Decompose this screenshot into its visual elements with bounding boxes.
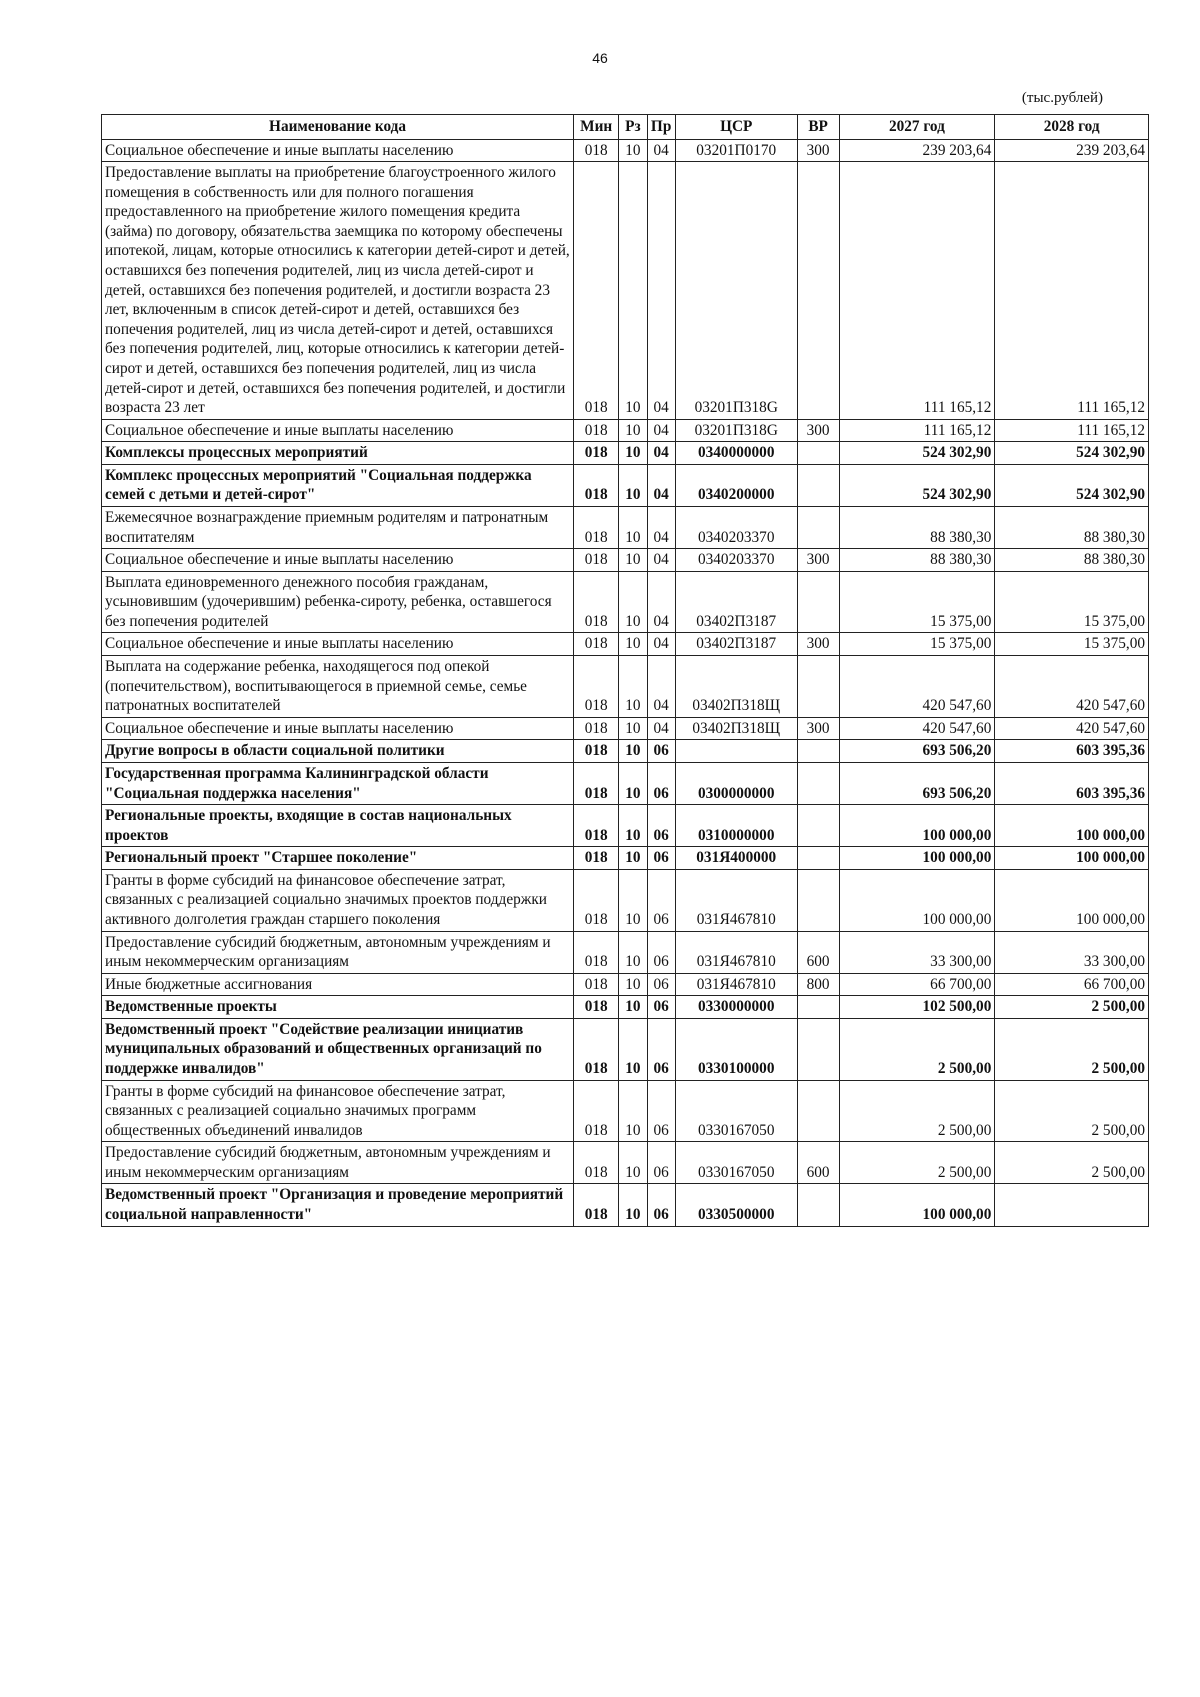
cell-2028: 603 395,36 — [995, 740, 1149, 763]
cell-2028: 88 380,30 — [995, 549, 1149, 572]
cell-2027: 15 375,00 — [839, 571, 995, 633]
cell-name: Ведомственный проект "Организация и проведение мероприятий социальной направленности" — [102, 1184, 574, 1226]
cell-csr: 031Я467810 — [675, 869, 797, 931]
cell-name: Комплекс процессных мероприятий "Социальная поддержка семей с детьми и детей-сирот" — [102, 464, 574, 506]
cell-2028: 239 203,64 — [995, 139, 1149, 162]
cell-min: 018 — [574, 633, 619, 656]
cell-pr: 04 — [647, 633, 675, 656]
cell-vr: 300 — [797, 717, 839, 740]
header-name: Наименование кода — [102, 115, 574, 140]
cell-rz: 10 — [619, 847, 647, 870]
cell-pr: 04 — [647, 162, 675, 420]
cell-pr: 06 — [647, 847, 675, 870]
cell-min: 018 — [574, 506, 619, 548]
cell-name: Государственная программа Калининградской области "Социальная поддержка населения" — [102, 762, 574, 804]
cell-pr: 04 — [647, 419, 675, 442]
table-row — [102, 805, 1149, 847]
cell-rz: 10 — [619, 139, 647, 162]
cell-vr — [797, 442, 839, 465]
cell-rz: 10 — [619, 633, 647, 656]
header-rz: Рз — [619, 115, 647, 140]
cell-vr — [797, 464, 839, 506]
cell-min: 018 — [574, 1018, 619, 1080]
table-row — [102, 419, 1149, 442]
cell-2028: 2 500,00 — [995, 1018, 1149, 1080]
cell-2027: 88 380,30 — [839, 549, 995, 572]
cell-2028: 15 375,00 — [995, 633, 1149, 656]
cell-csr: 0340203370 — [675, 506, 797, 548]
cell-min: 018 — [574, 847, 619, 870]
cell-csr: 03201П318G — [675, 162, 797, 420]
cell-pr: 06 — [647, 869, 675, 931]
cell-name: Другие вопросы в области социальной политики — [102, 740, 574, 763]
cell-rz: 10 — [619, 717, 647, 740]
cell-min: 018 — [574, 1184, 619, 1226]
cell-2027: 239 203,64 — [839, 139, 995, 162]
cell-rz: 10 — [619, 571, 647, 633]
units-note: (тыс.рублей) — [1021, 90, 1103, 106]
cell-csr: 03402П318Щ — [675, 717, 797, 740]
cell-name: Предоставление субсидий бюджетным, автономным учреждениям и иным некоммерческим организациям — [102, 931, 574, 973]
table-row — [102, 464, 1149, 506]
cell-vr — [797, 805, 839, 847]
page-number: 46 — [592, 50, 608, 66]
cell-rz: 10 — [619, 419, 647, 442]
cell-csr: 031Я400000 — [675, 847, 797, 870]
cell-pr: 06 — [647, 1184, 675, 1226]
cell-2027: 33 300,00 — [839, 931, 995, 973]
cell-csr: 03201П0170 — [675, 139, 797, 162]
cell-2027: 100 000,00 — [839, 869, 995, 931]
cell-rz: 10 — [619, 1184, 647, 1226]
cell-name: Социальное обеспечение и иные выплаты населению — [102, 419, 574, 442]
cell-min: 018 — [574, 996, 619, 1019]
table-row — [102, 740, 1149, 763]
header-pr: Пр — [647, 115, 675, 140]
cell-rz: 10 — [619, 506, 647, 548]
cell-pr: 06 — [647, 996, 675, 1019]
cell-name: Региональные проекты, входящие в состав национальных проектов — [102, 805, 574, 847]
cell-name: Ведомственный проект "Содействие реализации инициатив муниципальных образований и общественных организаций по поддержке инвалидов" — [102, 1018, 574, 1080]
cell-csr: 0310000000 — [675, 805, 797, 847]
table-row — [102, 442, 1149, 465]
cell-rz: 10 — [619, 656, 647, 718]
cell-pr: 06 — [647, 931, 675, 973]
cell-min: 018 — [574, 549, 619, 572]
cell-vr — [797, 571, 839, 633]
cell-name: Комплексы процессных мероприятий — [102, 442, 574, 465]
cell-rz: 10 — [619, 464, 647, 506]
cell-vr — [797, 506, 839, 548]
cell-min: 018 — [574, 740, 619, 763]
cell-rz: 10 — [619, 931, 647, 973]
cell-name: Ведомственные проекты — [102, 996, 574, 1019]
table-row — [102, 139, 1149, 162]
cell-name: Предоставление выплаты на приобретение благоустроенного жилого помещения в собственность или для полного погашения предоставленного на приобретение жилого помещения кредита (займа) по договору, обязательства заемщика по которому обеспечены ипотекой, лицам, которые относились к категории детей-сирот и детей, оставшихся без попечения родителей, лиц из числа детей-сирот и детей, оставшихся без попечения родителей, и достигли возраста 23 лет, включенным в список детей-сирот и детей, оставшихся без попечения родителей, лиц из числа детей-сирот и детей, оставшихся без попечения родителей, лиц, которые относились к категории детей-сирот и детей, оставшихся без попечения родителей, лиц из числа детей-сирот и детей, оставшихся без попечения родителей, и достигли возраста 23 лет — [102, 162, 574, 420]
cell-vr: 600 — [797, 931, 839, 973]
cell-min: 018 — [574, 139, 619, 162]
cell-name: Гранты в форме субсидий на финансовое обеспечение затрат, связанных с реализацией социально значимых проектов поддержки активного долголетия граждан старшего поколения — [102, 869, 574, 931]
cell-min: 018 — [574, 162, 619, 420]
table-row — [102, 633, 1149, 656]
cell-rz: 10 — [619, 1080, 647, 1142]
cell-2027: 102 500,00 — [839, 996, 995, 1019]
cell-2027: 524 302,90 — [839, 442, 995, 465]
cell-pr: 04 — [647, 549, 675, 572]
cell-min: 018 — [574, 1080, 619, 1142]
cell-pr: 04 — [647, 139, 675, 162]
cell-csr: 0330000000 — [675, 996, 797, 1019]
cell-name: Социальное обеспечение и иные выплаты населению — [102, 633, 574, 656]
cell-rz: 10 — [619, 1142, 647, 1184]
cell-2027: 111 165,12 — [839, 162, 995, 420]
table-row — [102, 1080, 1149, 1142]
cell-vr — [797, 1184, 839, 1226]
cell-vr — [797, 162, 839, 420]
table-row — [102, 1018, 1149, 1080]
cell-vr — [797, 1080, 839, 1142]
cell-name: Гранты в форме субсидий на финансовое обеспечение затрат, связанных с реализацией социально значимых программ общественных объединений инвалидов — [102, 1080, 574, 1142]
cell-2028: 100 000,00 — [995, 805, 1149, 847]
cell-name: Иные бюджетные ассигнования — [102, 973, 574, 996]
table-row — [102, 162, 1149, 420]
cell-2028: 2 500,00 — [995, 1142, 1149, 1184]
cell-rz: 10 — [619, 762, 647, 804]
cell-min: 018 — [574, 931, 619, 973]
cell-vr: 300 — [797, 419, 839, 442]
cell-vr — [797, 740, 839, 763]
header-min: Мин — [574, 115, 619, 140]
cell-2028: 420 547,60 — [995, 717, 1149, 740]
cell-pr: 04 — [647, 717, 675, 740]
cell-name: Социальное обеспечение и иные выплаты населению — [102, 549, 574, 572]
cell-rz: 10 — [619, 805, 647, 847]
cell-rz: 10 — [619, 1018, 647, 1080]
cell-2027: 2 500,00 — [839, 1080, 995, 1142]
cell-csr: 0330100000 — [675, 1018, 797, 1080]
cell-name: Предоставление субсидий бюджетным, автономным учреждениям и иным некоммерческим организациям — [102, 1142, 574, 1184]
table-row — [102, 656, 1149, 718]
cell-min: 018 — [574, 419, 619, 442]
table-body — [102, 139, 1149, 1226]
cell-vr: 300 — [797, 139, 839, 162]
header-vr: ВР — [797, 115, 839, 140]
budget-table — [101, 114, 1149, 1227]
cell-name: Социальное обеспечение и иные выплаты населению — [102, 717, 574, 740]
table-row — [102, 847, 1149, 870]
cell-2027: 420 547,60 — [839, 656, 995, 718]
cell-csr: 0340000000 — [675, 442, 797, 465]
cell-rz: 10 — [619, 973, 647, 996]
cell-rz: 10 — [619, 162, 647, 420]
table-row — [102, 717, 1149, 740]
cell-2027: 693 506,20 — [839, 740, 995, 763]
cell-2028: 111 165,12 — [995, 162, 1149, 420]
table-row — [102, 869, 1149, 931]
cell-csr — [675, 740, 797, 763]
cell-vr — [797, 996, 839, 1019]
cell-2027: 100 000,00 — [839, 1184, 995, 1226]
table-header-row — [102, 115, 1149, 140]
cell-pr: 06 — [647, 805, 675, 847]
cell-vr: 600 — [797, 1142, 839, 1184]
cell-2028: 603 395,36 — [995, 762, 1149, 804]
cell-2027: 88 380,30 — [839, 506, 995, 548]
cell-vr: 300 — [797, 549, 839, 572]
cell-rz: 10 — [619, 442, 647, 465]
cell-2027: 66 700,00 — [839, 973, 995, 996]
cell-rz: 10 — [619, 549, 647, 572]
cell-name: Выплата единовременного денежного пособия гражданам, усыновившим (удочерившим) ребенка-сироту, ребенка, оставшегося без попечения родителей — [102, 571, 574, 633]
cell-pr: 04 — [647, 506, 675, 548]
cell-pr: 06 — [647, 1142, 675, 1184]
table-row — [102, 506, 1149, 548]
cell-csr: 0340200000 — [675, 464, 797, 506]
cell-min: 018 — [574, 762, 619, 804]
cell-min: 018 — [574, 442, 619, 465]
cell-min: 018 — [574, 1142, 619, 1184]
cell-2028: 2 500,00 — [995, 996, 1149, 1019]
cell-pr: 06 — [647, 973, 675, 996]
cell-vr: 800 — [797, 973, 839, 996]
cell-min: 018 — [574, 571, 619, 633]
cell-csr: 031Я467810 — [675, 973, 797, 996]
table-row — [102, 973, 1149, 996]
cell-rz: 10 — [619, 996, 647, 1019]
cell-2028: 524 302,90 — [995, 442, 1149, 465]
cell-csr: 03402П318Щ — [675, 656, 797, 718]
table-row — [102, 1142, 1149, 1184]
cell-2028: 524 302,90 — [995, 464, 1149, 506]
cell-min: 018 — [574, 656, 619, 718]
cell-min: 018 — [574, 464, 619, 506]
cell-2027: 15 375,00 — [839, 633, 995, 656]
cell-pr: 04 — [647, 442, 675, 465]
cell-2027: 2 500,00 — [839, 1018, 995, 1080]
table-row — [102, 1184, 1149, 1226]
cell-pr: 04 — [647, 464, 675, 506]
cell-rz: 10 — [619, 740, 647, 763]
cell-pr: 06 — [647, 740, 675, 763]
cell-2027: 524 302,90 — [839, 464, 995, 506]
cell-2027: 100 000,00 — [839, 805, 995, 847]
cell-min: 018 — [574, 717, 619, 740]
cell-2028: 33 300,00 — [995, 931, 1149, 973]
cell-2028: 88 380,30 — [995, 506, 1149, 548]
cell-csr: 0340203370 — [675, 549, 797, 572]
cell-csr: 0330500000 — [675, 1184, 797, 1226]
cell-2027: 2 500,00 — [839, 1142, 995, 1184]
table-row — [102, 571, 1149, 633]
cell-2028: 100 000,00 — [995, 847, 1149, 870]
cell-vr: 300 — [797, 633, 839, 656]
cell-min: 018 — [574, 869, 619, 931]
cell-vr — [797, 762, 839, 804]
cell-2028: 66 700,00 — [995, 973, 1149, 996]
cell-2028: 100 000,00 — [995, 869, 1149, 931]
cell-vr — [797, 847, 839, 870]
cell-vr — [797, 869, 839, 931]
header-2027: 2027 год — [839, 115, 995, 140]
header-csr: ЦСР — [675, 115, 797, 140]
cell-2028: 420 547,60 — [995, 656, 1149, 718]
cell-2027: 420 547,60 — [839, 717, 995, 740]
cell-2027: 100 000,00 — [839, 847, 995, 870]
cell-min: 018 — [574, 805, 619, 847]
cell-csr: 0330167050 — [675, 1080, 797, 1142]
table-row — [102, 996, 1149, 1019]
cell-2028: 111 165,12 — [995, 419, 1149, 442]
cell-pr: 06 — [647, 762, 675, 804]
cell-2027: 693 506,20 — [839, 762, 995, 804]
cell-2027: 111 165,12 — [839, 419, 995, 442]
cell-csr: 031Я467810 — [675, 931, 797, 973]
cell-rz: 10 — [619, 869, 647, 931]
cell-2028: 15 375,00 — [995, 571, 1149, 633]
cell-name: Региональный проект "Старшее поколение" — [102, 847, 574, 870]
cell-min: 018 — [574, 973, 619, 996]
cell-pr: 04 — [647, 571, 675, 633]
cell-vr — [797, 656, 839, 718]
table-row — [102, 549, 1149, 572]
cell-vr — [797, 1018, 839, 1080]
cell-csr: 0330167050 — [675, 1142, 797, 1184]
cell-name: Ежемесячное вознаграждение приемным родителям и патронатным воспитателям — [102, 506, 574, 548]
table-row — [102, 762, 1149, 804]
cell-name: Выплата на содержание ребенка, находящегося под опекой (попечительством), воспитывающегося в приемной семье, семье патронатных воспитателей — [102, 656, 574, 718]
table-row — [102, 931, 1149, 973]
cell-pr: 04 — [647, 656, 675, 718]
cell-2028 — [995, 1184, 1149, 1226]
cell-csr: 0300000000 — [675, 762, 797, 804]
header-2028: 2028 год — [995, 115, 1149, 140]
cell-2028: 2 500,00 — [995, 1080, 1149, 1142]
cell-csr: 03201П318G — [675, 419, 797, 442]
cell-pr: 06 — [647, 1080, 675, 1142]
cell-csr: 03402П3187 — [675, 571, 797, 633]
cell-pr: 06 — [647, 1018, 675, 1080]
cell-name: Социальное обеспечение и иные выплаты населению — [102, 139, 574, 162]
cell-csr: 03402П3187 — [675, 633, 797, 656]
